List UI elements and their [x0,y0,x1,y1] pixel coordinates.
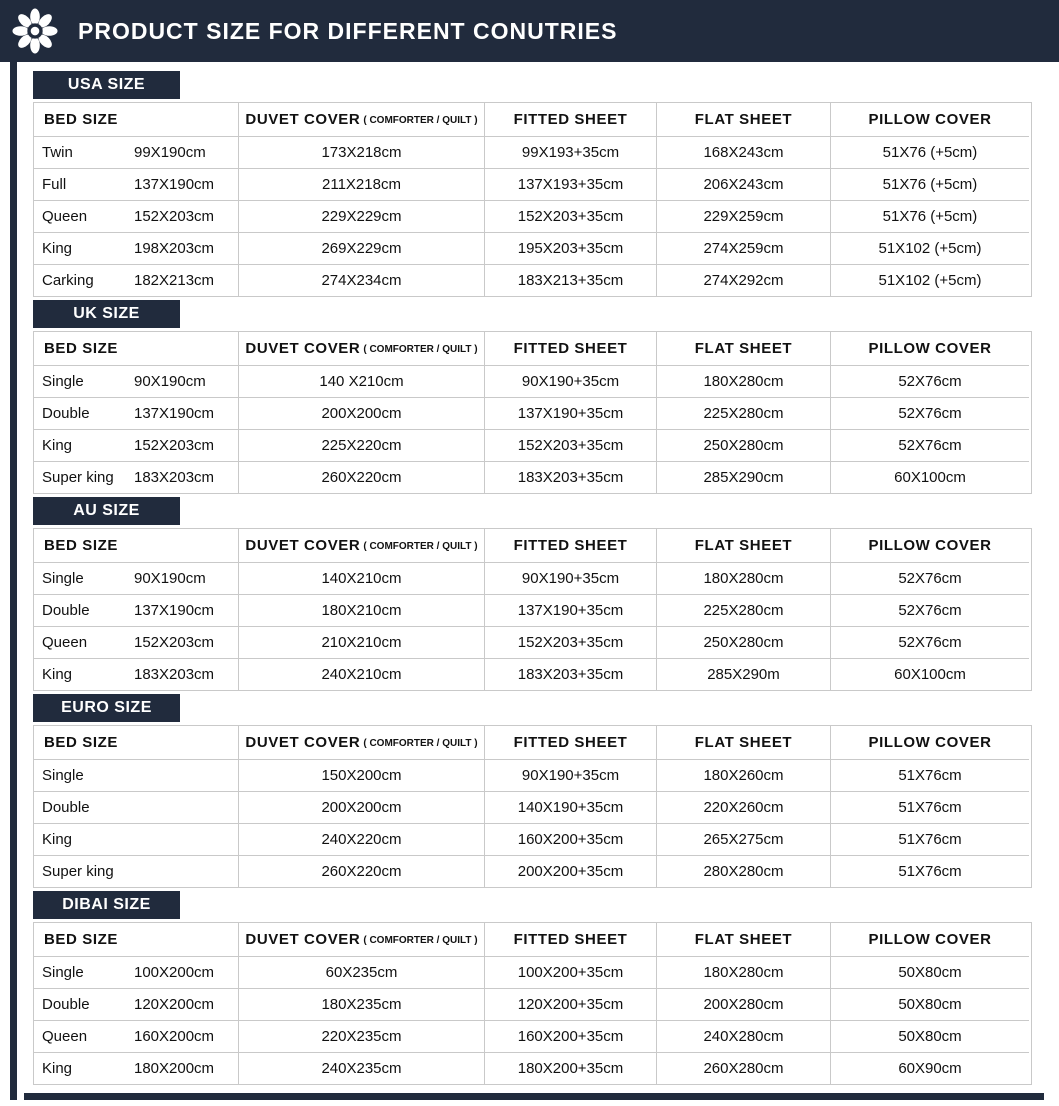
size-table-au-size [33,528,1032,691]
table-row [34,562,1031,594]
column-header-fitted-sheet: FITTED SHEET [484,529,656,562]
table-row [34,232,1031,264]
column-header-fitted-sheet: FITTED SHEET [484,726,656,759]
duvet-cover-cell: 200X200cm [238,791,484,823]
table-header-row [34,529,1031,562]
bed-size-cell [34,136,238,168]
flat-sheet-cell: 200X280cm [656,988,830,1020]
fitted-sheet-cell: 160X200+35cm [484,823,656,855]
table-row [34,1052,1031,1084]
flat-sheet-cell: 180X280cm [656,365,830,397]
pillow-cover-cell: 52X76cm [830,429,1029,461]
bed-size-cell [34,594,238,626]
flat-sheet-cell: 180X260cm [656,759,830,791]
pillow-cover-cell: 52X76cm [830,397,1029,429]
flat-sheet-cell: 260X280cm [656,1052,830,1084]
bed-size-cell [34,759,238,791]
column-header-duvet-cover [238,726,484,759]
table-row [34,397,1031,429]
fitted-sheet-cell: 152X203+35cm [484,429,656,461]
flat-sheet-cell: 265X275cm [656,823,830,855]
column-header-flat-sheet: FLAT SHEET [656,529,830,562]
duvet-cover-cell: 173X218cm [238,136,484,168]
flat-sheet-cell: 180X280cm [656,562,830,594]
flat-sheet-cell: 285X290m [656,658,830,690]
bed-name: Carking [42,272,94,289]
fitted-sheet-cell: 183X203+35cm [484,461,656,493]
pillow-cover-cell: 60X100cm [830,461,1029,493]
bed-name: Full [42,176,67,193]
flat-sheet-cell: 220X260cm [656,791,830,823]
fitted-sheet-cell: 90X190+35cm [484,365,656,397]
bed-dimension: 137X190cm [134,405,215,422]
fitted-sheet-cell: 160X200+35cm [484,1020,656,1052]
fitted-sheet-cell: 90X190+35cm [484,759,656,791]
bed-size-cell [34,168,238,200]
duvet-cover-cell: 240X235cm [238,1052,484,1084]
bed-dimension: 152X203cm [134,437,215,454]
pillow-cover-cell: 50X80cm [830,956,1029,988]
table-row [34,461,1031,493]
fitted-sheet-cell: 140X190+35cm [484,791,656,823]
pillow-cover-cell: 51X76cm [830,855,1029,887]
fitted-sheet-cell: 100X200+35cm [484,956,656,988]
flat-sheet-cell: 240X280cm [656,1020,830,1052]
bed-size-cell [34,200,238,232]
bed-name: Super king [42,469,114,486]
bed-name: King [42,240,73,257]
duvet-cover-sublabel: ( COMFORTER / QUILT ) [363,115,478,126]
pillow-cover-cell: 52X76cm [830,562,1029,594]
section-label: AU SIZE [33,497,180,525]
bed-size-cell [34,1020,238,1052]
table-row [34,365,1031,397]
bed-dimension: 183X203cm [134,469,215,486]
pillow-cover-cell: 51X76 (+5cm) [830,200,1029,232]
pillow-cover-cell: 52X76cm [830,365,1029,397]
bed-dimension: 137X190cm [134,602,215,619]
bed-dimension: 182X213cm [134,272,215,289]
size-section-uk-size [33,300,1059,494]
bed-size-cell [34,429,238,461]
duvet-cover-sublabel: ( COMFORTER / QUILT ) [363,541,478,552]
bed-name: Double [42,405,90,422]
table-row [34,855,1031,887]
bed-size-cell [34,626,238,658]
table-row [34,791,1031,823]
fitted-sheet-cell: 137X190+35cm [484,594,656,626]
size-table-dibai-size [33,922,1032,1085]
fitted-sheet-cell: 200X200+35cm [484,855,656,887]
bed-size-cell [34,365,238,397]
table-row [34,956,1031,988]
column-header-bed-size: BED SIZE [44,734,118,751]
bed-size-cell [34,988,238,1020]
bed-name: Single [42,570,84,587]
duvet-cover-label: DUVET COVER [245,931,361,948]
column-header-bed-size: BED SIZE [44,931,118,948]
table-header-row [34,332,1031,365]
bed-dimension: 100X200cm [134,964,215,981]
bed-name: Queen [42,634,88,651]
duvet-cover-label: DUVET COVER [245,111,361,128]
column-header-pillow-cover: PILLOW COVER [830,103,1029,136]
section-label: UK SIZE [33,300,180,328]
duvet-cover-cell: 150X200cm [238,759,484,791]
table-row [34,136,1031,168]
duvet-cover-cell: 269X229cm [238,232,484,264]
size-table-uk-size [33,331,1032,494]
table-row [34,759,1031,791]
bed-name: Single [42,767,84,784]
column-header-duvet-cover [238,332,484,365]
size-table-usa-size [33,102,1032,297]
pillow-cover-cell: 52X76cm [830,626,1029,658]
duvet-cover-cell: 180X235cm [238,988,484,1020]
column-header-pillow-cover: PILLOW COVER [830,529,1029,562]
size-section-usa-size [33,71,1059,297]
bed-dimension: 183X203cm [134,666,215,683]
column-header-duvet-cover [238,529,484,562]
flat-sheet-cell: 168X243cm [656,136,830,168]
flat-sheet-cell: 229X259cm [656,200,830,232]
column-header-duvet-cover [238,103,484,136]
content-frame [10,62,1059,1100]
flat-sheet-cell: 280X280cm [656,855,830,887]
bed-size-cell [34,1052,238,1084]
bed-name: King [42,1060,73,1077]
bed-dimension: 120X200cm [134,996,215,1013]
bed-size-cell [34,461,238,493]
column-header-pillow-cover: PILLOW COVER [830,726,1029,759]
bed-size-cell [34,658,238,690]
bed-dimension: 90X190cm [134,570,206,587]
bed-name: King [42,666,73,683]
fitted-sheet-cell: 152X203+35cm [484,200,656,232]
flower-logo-icon [12,8,58,54]
bed-size-cell [34,855,238,887]
flat-sheet-cell: 274X292cm [656,264,830,296]
table-row [34,200,1031,232]
page-title: PRODUCT SIZE FOR DIFFERENT CONUTRIES [78,17,618,44]
column-header-fitted-sheet: FITTED SHEET [484,103,656,136]
flat-sheet-cell: 285X290cm [656,461,830,493]
fitted-sheet-cell: 180X200+35cm [484,1052,656,1084]
duvet-cover-cell: 260X220cm [238,461,484,493]
duvet-cover-sublabel: ( COMFORTER / QUILT ) [363,935,478,946]
pillow-cover-cell: 60X90cm [830,1052,1029,1084]
duvet-cover-cell: 229X229cm [238,200,484,232]
size-table-euro-size [33,725,1032,888]
duvet-cover-cell: 60X235cm [238,956,484,988]
column-header-bed-size: BED SIZE [44,537,118,554]
bed-name: Double [42,996,90,1013]
sections [33,71,1059,1085]
bed-dimension: 152X203cm [134,634,215,651]
bed-name: Twin [42,144,73,161]
bed-size-cell [34,562,238,594]
size-section-euro-size [33,694,1059,888]
bed-name: King [42,831,73,848]
pillow-cover-cell: 50X80cm [830,1020,1029,1052]
bed-name: King [42,437,73,454]
duvet-cover-cell: 140X210cm [238,562,484,594]
bed-name: Double [42,602,90,619]
duvet-cover-cell: 274X234cm [238,264,484,296]
bed-dimension: 90X190cm [134,373,206,390]
flat-sheet-cell: 180X280cm [656,956,830,988]
duvet-cover-label: DUVET COVER [245,537,361,554]
table-header-row [34,923,1031,956]
bed-size-cell [34,791,238,823]
bed-size-cell [34,264,238,296]
pillow-cover-cell: 51X76 (+5cm) [830,136,1029,168]
duvet-cover-cell: 200X200cm [238,397,484,429]
duvet-cover-cell: 140 X210cm [238,365,484,397]
bed-name: Double [42,799,90,816]
bed-dimension: 137X190cm [134,176,215,193]
duvet-cover-sublabel: ( COMFORTER / QUILT ) [363,344,478,355]
bed-dimension: 152X203cm [134,208,215,225]
column-header-flat-sheet: FLAT SHEET [656,103,830,136]
flat-sheet-cell: 250X280cm [656,626,830,658]
bed-name: Single [42,373,84,390]
bed-name: Queen [42,1028,88,1045]
table-row [34,626,1031,658]
table-row [34,658,1031,690]
duvet-cover-cell: 225X220cm [238,429,484,461]
table-header-row [34,103,1031,136]
column-header-pillow-cover: PILLOW COVER [830,332,1029,365]
duvet-cover-cell: 240X210cm [238,658,484,690]
table-row [34,429,1031,461]
column-header-bed-size: BED SIZE [44,340,118,357]
bed-dimension: 180X200cm [134,1060,215,1077]
duvet-cover-cell: 180X210cm [238,594,484,626]
section-label: DIBAI SIZE [33,891,180,919]
bed-name: Single [42,964,84,981]
duvet-cover-label: DUVET COVER [245,340,361,357]
flat-sheet-cell: 225X280cm [656,397,830,429]
column-header-fitted-sheet: FITTED SHEET [484,332,656,365]
column-header-flat-sheet: FLAT SHEET [656,923,830,956]
column-header-pillow-cover: PILLOW COVER [830,923,1029,956]
fitted-sheet-cell: 137X193+35cm [484,168,656,200]
duvet-cover-sublabel: ( COMFORTER / QUILT ) [363,738,478,749]
duvet-cover-cell: 240X220cm [238,823,484,855]
table-row [34,594,1031,626]
pillow-cover-cell: 51X102 (+5cm) [830,232,1029,264]
flat-sheet-cell: 250X280cm [656,429,830,461]
table-header-row [34,726,1031,759]
pillow-cover-cell: 51X76cm [830,791,1029,823]
page-header [0,0,1059,62]
column-header-fitted-sheet: FITTED SHEET [484,923,656,956]
bed-name: Super king [42,863,114,880]
fitted-sheet-cell: 183X203+35cm [484,658,656,690]
bottom-accent-bar [24,1093,1044,1100]
column-header-duvet-cover [238,923,484,956]
duvet-cover-cell: 210X210cm [238,626,484,658]
pillow-cover-cell: 51X102 (+5cm) [830,264,1029,296]
flat-sheet-cell: 274X259cm [656,232,830,264]
bed-size-cell [34,397,238,429]
duvet-cover-label: DUVET COVER [245,734,361,751]
bed-name: Queen [42,208,88,225]
pillow-cover-cell: 60X100cm [830,658,1029,690]
table-row [34,1020,1031,1052]
pillow-cover-cell: 51X76cm [830,759,1029,791]
bed-dimension: 160X200cm [134,1028,215,1045]
flat-sheet-cell: 225X280cm [656,594,830,626]
column-header-bed-size: BED SIZE [44,111,118,128]
pillow-cover-cell: 52X76cm [830,594,1029,626]
fitted-sheet-cell: 183X213+35cm [484,264,656,296]
fitted-sheet-cell: 99X193+35cm [484,136,656,168]
fitted-sheet-cell: 137X190+35cm [484,397,656,429]
pillow-cover-cell: 51X76 (+5cm) [830,168,1029,200]
table-row [34,988,1031,1020]
bed-size-cell [34,823,238,855]
table-row [34,264,1031,296]
fitted-sheet-cell: 152X203+35cm [484,626,656,658]
pillow-cover-cell: 50X80cm [830,988,1029,1020]
duvet-cover-cell: 220X235cm [238,1020,484,1052]
bed-size-cell [34,956,238,988]
section-label: EURO SIZE [33,694,180,722]
duvet-cover-cell: 260X220cm [238,855,484,887]
column-header-flat-sheet: FLAT SHEET [656,332,830,365]
column-header-flat-sheet: FLAT SHEET [656,726,830,759]
fitted-sheet-cell: 195X203+35cm [484,232,656,264]
fitted-sheet-cell: 120X200+35cm [484,988,656,1020]
fitted-sheet-cell: 90X190+35cm [484,562,656,594]
pillow-cover-cell: 51X76cm [830,823,1029,855]
duvet-cover-cell: 211X218cm [238,168,484,200]
table-row [34,168,1031,200]
size-section-au-size [33,497,1059,691]
section-label: USA SIZE [33,71,180,99]
bed-size-cell [34,232,238,264]
flat-sheet-cell: 206X243cm [656,168,830,200]
bed-dimension: 99X190cm [134,144,206,161]
size-section-dibai-size [33,891,1059,1085]
bed-dimension: 198X203cm [134,240,215,257]
table-row [34,823,1031,855]
